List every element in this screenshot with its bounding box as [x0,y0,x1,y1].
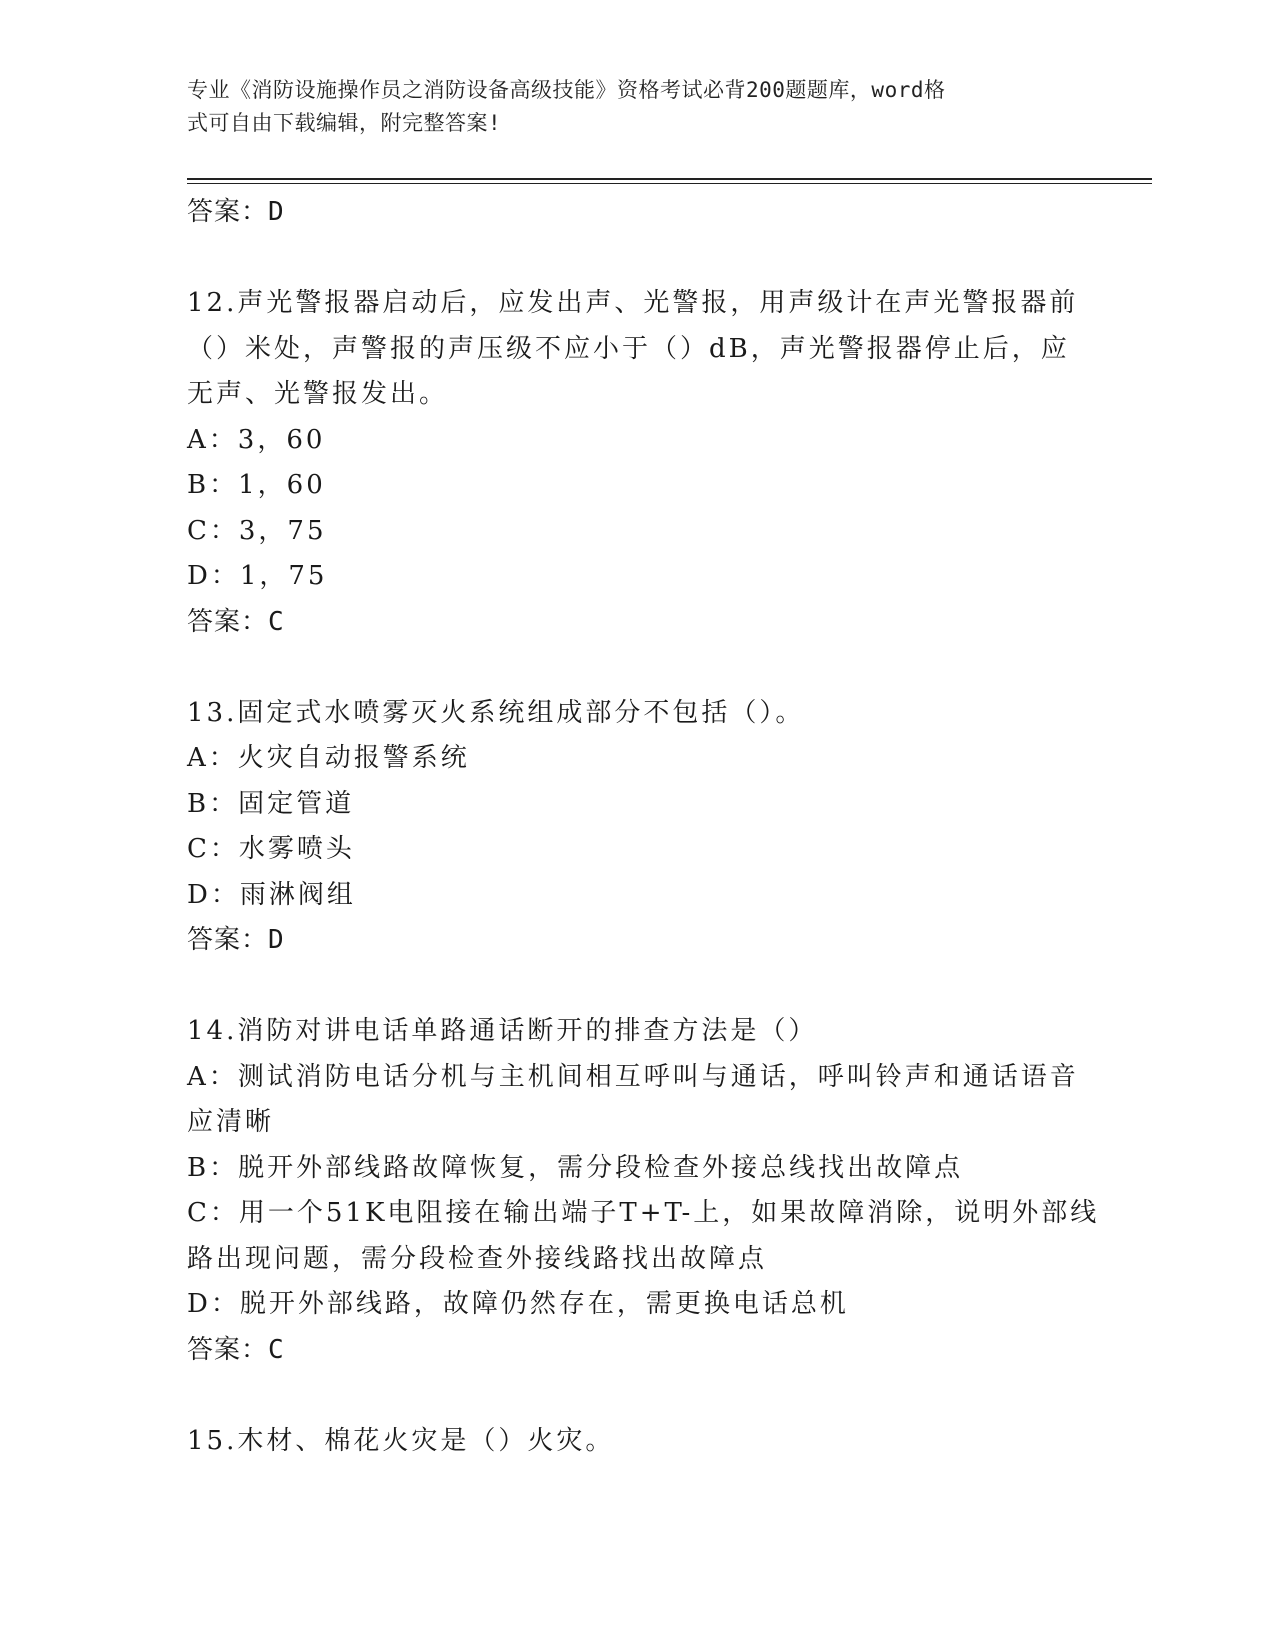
question-14-answer: 答案：C [187,1334,285,1365]
question-12 [187,281,1087,645]
document-body [187,190,1100,1464]
question-14-option-a-line-2: 应清晰 [187,1107,275,1137]
header-line-2: 式可自由下载编辑，附完整答案! [187,111,502,135]
question-12-option-b: B：1，60 [187,470,326,500]
header-divider-thin [187,183,1152,184]
question-13-answer: 答案：D [187,925,285,955]
question-14-option-c-line-1: C：用一个51K电阻接在输出端子T+T-上，如果故障消除，说明外部线 [187,1198,1100,1228]
header-line-1: 专业《消防设施操作员之消防设备高级技能》资格考试必背200题题库，word格 [187,78,946,102]
answer-11: 答案：D [187,197,285,227]
question-14 [187,1009,1100,1373]
question-12-answer: 答案：C [187,606,285,637]
spacer [187,645,1087,691]
question-15 [187,1419,1087,1465]
question-13 [187,691,1087,964]
question-14-option-a-line-1: A：测试消防电话分机与主机间相互呼叫与通话，呼叫铃声和通话语音 [187,1061,1079,1092]
question-12-text-line-2: （）米处，声警报的声压级不应小于（）dB，声光警报器停止后，应 [187,333,1070,364]
question-13-option-b: B：固定管道 [187,788,355,819]
question-14-option-d: D：脱开外部线路，故障仍然存在，需更换电话总机 [187,1289,849,1319]
question-12-option-c: C：3，75 [187,515,327,546]
question-12-option-d: D：1，75 [187,561,328,591]
question-13-option-c: C：水雾喷头 [187,834,355,864]
header-divider-thick [187,178,1152,180]
question-15-text: 15.木材、棉花火灾是（）火灾。 [187,1425,615,1456]
question-12-text-line-3: 无声、光警报发出。 [187,379,449,409]
question-13-text: 13.固定式水喷雾灭火系统组成部分不包括（）。 [187,697,805,728]
question-13-option-a: A：火灾自动报警系统 [187,743,470,773]
question-13-option-d: D：雨淋阀组 [187,879,356,910]
question-12-text-line-1: 12.声光警报器启动后，应发出声、光警报，用声级计在声光警报器前 [187,288,1079,318]
spacer [187,964,1087,1010]
spacer [187,1373,1087,1419]
question-14-option-c-line-2: 路出现问题，需分段检查外接线路找出故障点 [187,1243,768,1274]
question-14-text: 14.消防对讲电话单路通话断开的排查方法是（） [187,1016,818,1046]
question-12-option-a: A：3，60 [187,424,326,455]
document-header [187,74,1067,140]
question-14-option-b: B：脱开外部线路故障恢复，需分段检查外接总线找出故障点 [187,1152,964,1183]
spacer [187,236,1087,282]
